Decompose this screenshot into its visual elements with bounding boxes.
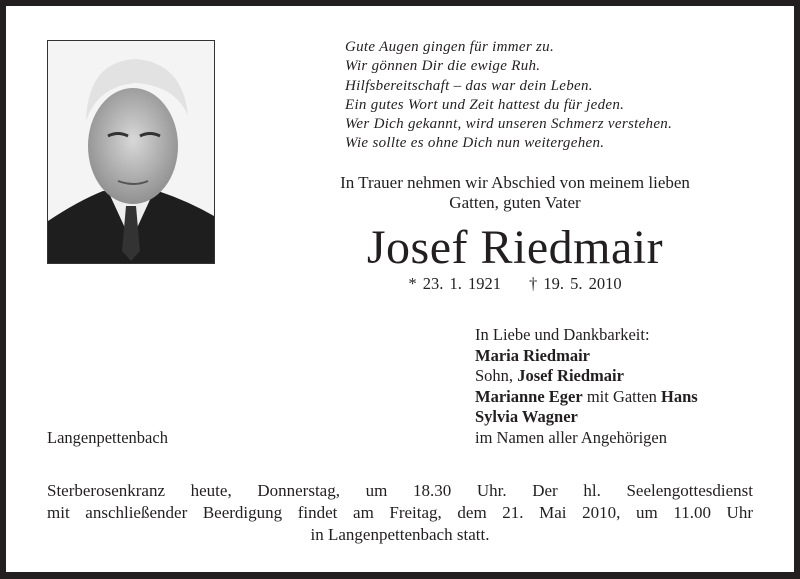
mourner-other: Sylvia Wagner: [475, 407, 578, 426]
poem: [345, 38, 672, 154]
intro-text: [250, 173, 780, 213]
poem-line: Wie sollte es ohne Dich nun weitergehen.: [345, 135, 605, 152]
mourners-list: [475, 325, 698, 448]
death-date: † 19. 5. 2010: [529, 274, 622, 293]
mourner-son-in-law: Hans: [661, 386, 698, 406]
poem-line: Wir gönnen Dir die ewige Ruh.: [345, 58, 541, 75]
portrait-photo: [47, 40, 215, 264]
poem-line: Hilfsbereitschaft – das war dein Leben.: [345, 77, 593, 94]
mourner-label: mit Gatten: [586, 386, 657, 406]
funeral-info-line: in Langenpettenbach statt.: [310, 525, 490, 544]
mourners-heading: In Liebe und Dankbarkeit:: [475, 325, 650, 344]
mourner-wife: Maria Riedmair: [475, 345, 591, 365]
funeral-info-line: Sterberosenkranz heute, Donnerstag, um 18.30 Uhr. Der hl. Seelengottesdienst: [47, 481, 753, 500]
intro-line: In Trauer nehmen wir Abschied von meinem lieben: [340, 173, 690, 192]
funeral-info: [47, 480, 753, 546]
mourner-label: Sohn,: [475, 366, 514, 385]
deceased-name: Josef Riedmair: [366, 221, 664, 274]
mourner-daughter: Marianne Eger: [475, 386, 583, 406]
mourners-closing: im Namen aller Angehörigen: [475, 427, 667, 447]
poem-line: Wer Dich gekannt, wird unseren Schmerz verstehen.: [345, 116, 673, 133]
life-dates: [250, 274, 780, 294]
mourner-son: Josef Riedmair: [517, 366, 624, 385]
poem-line: Ein gutes Wort und Zeit hattest du für jeden.: [345, 96, 625, 113]
funeral-info-line: mit anschließender Beerdigung findet am Freitag, dem 21. Mai 2010, um 11.00 Uhr: [47, 503, 753, 522]
birth-date: * 23. 1. 1921: [408, 274, 501, 293]
place: Langenpettenbach: [47, 428, 168, 447]
poem-line: Gute Augen gingen für immer zu.: [345, 39, 555, 55]
intro-line: Gatten, guten Vater: [449, 193, 581, 212]
